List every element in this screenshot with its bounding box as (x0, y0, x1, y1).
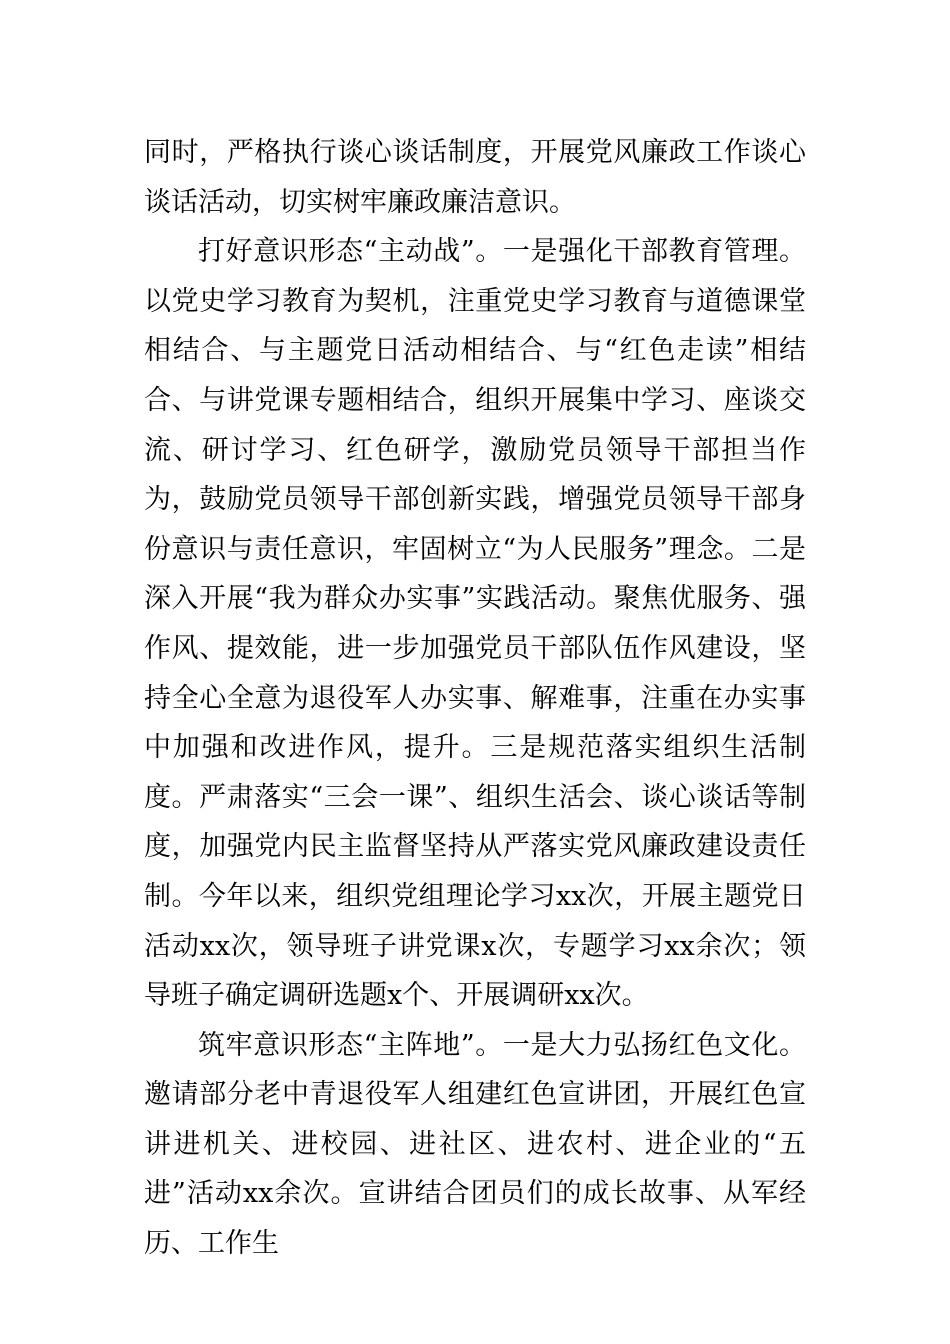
paragraph-1: 同时，严格执行谈心谈话制度，开展党风廉政工作谈心谈话活动，切实树牢廉政廉洁意识。 (144, 137, 806, 218)
body-text (144, 128, 806, 1269)
paragraph-2: 打好意识形态“主动战”。一是强化干部教育管理。以党史学习教育为契机，注重党史学习教育与道德课堂相结合、与主题党日活动相结合、与“红色走读”相结合、与讲党课专题相结合，组织开展集中学习、座谈交流、研讨学习、红色研学，激励党员领导干部担当作为，鼓励党员领导干部创新实践，增强党员领导干部身份意识与责任意识，牢固树立“为人民服务”理念。二是深入开展“我为群众办实事”实践活动。聚焦优服务、强作风、提效能，进一步加强党员干部队伍作风建设，坚持全心全意为退役军人办实事、解难事，注重在办实事中加强和改进作风，提升。三是规范落实组织生活制度。严肃落实“三会一课”、组织生活会、谈心谈话等制度，加强党内民主监督坚持从严落实党风廉政建设责任制。今年以来，组织党组理论学习xx次，开展主题党日活动xx次，领导班子讲党课x次，专题学习xx余次；领导班子确定调研选题x个、开展调研xx次。 (144, 236, 806, 1012)
paragraph-3: 筑牢意识形态“主阵地”。一是大力弘扬红色文化。邀请部分老中青退役军人组建红色宣讲团，开展红色宣讲进机关、进校园、进社区、进农村、进企业的“五进”活动xx余次。宣讲结合团员们的成长故事、从军经历、工作生 (144, 1029, 806, 1260)
